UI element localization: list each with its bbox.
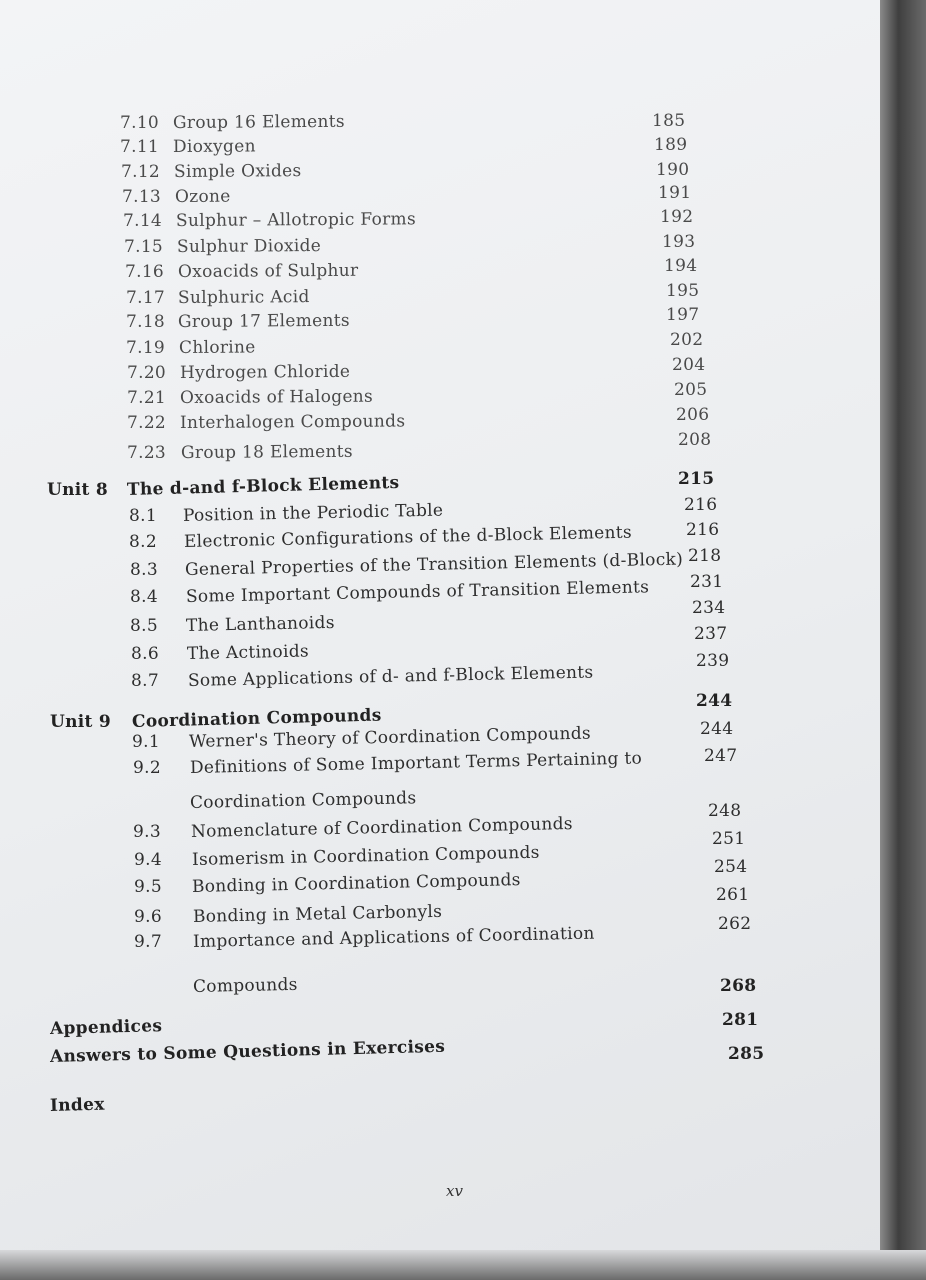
background-edge xyxy=(880,0,926,1280)
section-title: Electronic Configurations of the d-Block Elements xyxy=(183,522,633,552)
section-title: Oxoacids of Halogens xyxy=(179,386,374,408)
section-title-continued: Coordination Compounds xyxy=(189,788,417,813)
section-title: Dioxygen xyxy=(172,136,256,157)
section-number: 7.20 xyxy=(127,363,167,383)
page-number: 285 xyxy=(728,1044,765,1064)
page-number: 185 xyxy=(652,111,686,131)
page-number: 189 xyxy=(654,135,688,155)
section-title: Some Important Compounds of Transition Elements xyxy=(185,577,650,607)
page-number: 216 xyxy=(686,520,720,540)
section-number: 7.15 xyxy=(124,237,164,257)
section-title: Ozone xyxy=(174,186,231,207)
section-number: 7.10 xyxy=(120,113,160,133)
page-number: 208 xyxy=(678,430,712,450)
page-number: 197 xyxy=(666,305,700,325)
page-number: 218 xyxy=(688,546,722,566)
section-number: 7.19 xyxy=(126,338,166,358)
section-title: Werner's Theory of Coordination Compounds xyxy=(188,723,592,752)
section-title: Position in the Periodic Table xyxy=(182,500,444,526)
section-number: 7.14 xyxy=(123,211,163,231)
section-title: Sulphur Dioxide xyxy=(176,235,322,257)
section-title: Some Applications of d- and f-Block Elements xyxy=(187,662,594,691)
page-number: 205 xyxy=(674,380,708,400)
section-number: 8.3 xyxy=(130,560,158,580)
section-number: 8.4 xyxy=(130,587,158,607)
section-title: Definitions of Some Important Terms Pertaining to xyxy=(189,748,643,778)
section-title-continued: Compounds xyxy=(192,974,298,997)
section-title: Importance and Applications of Coordination xyxy=(192,923,595,952)
section-title: Group 17 Elements xyxy=(177,310,350,332)
section-number: 7.16 xyxy=(125,262,165,282)
page-number-footer: xv xyxy=(446,1182,463,1200)
section-title: Chlorine xyxy=(178,337,256,358)
page-number: 202 xyxy=(670,330,704,350)
page-number: 262 xyxy=(718,914,752,934)
section-number: 7.11 xyxy=(120,137,160,157)
section-title: Group 16 Elements xyxy=(172,111,345,133)
unit-number: Unit 9 xyxy=(50,712,112,732)
page-number: 239 xyxy=(696,651,730,671)
page-number: 247 xyxy=(704,746,738,766)
section-number: 7.12 xyxy=(121,162,161,182)
section-number: 9.3 xyxy=(133,822,161,842)
section-number: 9.6 xyxy=(134,907,162,927)
section-number: 9.4 xyxy=(134,850,162,870)
page-number: 261 xyxy=(716,885,750,905)
section-title: Simple Oxides xyxy=(173,161,302,182)
page-number: 254 xyxy=(714,857,748,877)
page-number: 281 xyxy=(722,1010,759,1030)
section-number: 8.2 xyxy=(129,532,157,552)
unit-title: Coordination Compounds xyxy=(131,705,382,732)
page-number: 248 xyxy=(708,801,742,821)
section-title: General Properties of the Transition Elements (d-Block) xyxy=(184,549,684,580)
unit-title: Answers to Some Questions in Exercises xyxy=(49,1036,446,1067)
section-number: 9.5 xyxy=(134,877,162,897)
section-number: 7.17 xyxy=(126,288,166,308)
page-number: 191 xyxy=(658,183,692,203)
page-number: 244 xyxy=(700,719,734,739)
page-number: 234 xyxy=(692,598,726,618)
background-bottom xyxy=(0,1250,926,1280)
section-number: 8.7 xyxy=(131,671,159,691)
page-number: 237 xyxy=(694,624,728,644)
unit-number: Unit 8 xyxy=(47,480,109,500)
page-number: 204 xyxy=(672,355,706,375)
page-number: 194 xyxy=(664,256,698,276)
page-number: 231 xyxy=(690,572,724,592)
section-title: Sulphur – Allotropic Forms xyxy=(175,209,417,231)
page-number: 192 xyxy=(660,207,694,227)
section-title: The Actinoids xyxy=(186,641,310,664)
page-number: 195 xyxy=(666,281,700,301)
section-number: 9.2 xyxy=(133,758,161,778)
section-number: 7.22 xyxy=(127,413,167,433)
section-title: Nomenclature of Coordination Compounds xyxy=(190,814,574,842)
section-number: 7.23 xyxy=(127,443,167,463)
section-title: Bonding in Coordination Compounds xyxy=(191,870,521,897)
page-number: 190 xyxy=(656,160,690,180)
section-number: 7.13 xyxy=(122,187,162,207)
section-number: 8.1 xyxy=(129,506,157,526)
section-title: The Lanthanoids xyxy=(185,612,335,636)
page-number: 206 xyxy=(676,405,710,425)
section-number: 8.5 xyxy=(130,616,158,636)
section-title: Isomerism in Coordination Compounds xyxy=(191,842,540,870)
page-number: 251 xyxy=(712,829,746,849)
section-title: Oxoacids of Sulphur xyxy=(177,260,359,282)
section-title: Interhalogen Compounds xyxy=(179,411,406,433)
section-title: Hydrogen Chloride xyxy=(179,361,351,383)
section-title: Group 18 Elements xyxy=(180,441,353,463)
section-title: Bonding in Metal Carbonyls xyxy=(192,901,443,927)
page-number: 193 xyxy=(662,232,696,252)
page-number: 216 xyxy=(684,495,718,515)
section-number: 7.21 xyxy=(127,388,167,408)
page-number: 268 xyxy=(720,976,757,996)
section-number: 7.18 xyxy=(126,312,166,332)
section-title: Sulphuric Acid xyxy=(177,287,310,308)
unit-title: Appendices xyxy=(49,1016,163,1039)
unit-title: Index xyxy=(49,1094,105,1116)
unit-title: The d-and f-Block Elements xyxy=(126,472,400,500)
page-number: 244 xyxy=(696,691,733,711)
section-number: 8.6 xyxy=(131,644,159,664)
section-number: 9.7 xyxy=(134,932,162,952)
page-number: 215 xyxy=(678,469,715,489)
section-number: 9.1 xyxy=(132,732,160,752)
